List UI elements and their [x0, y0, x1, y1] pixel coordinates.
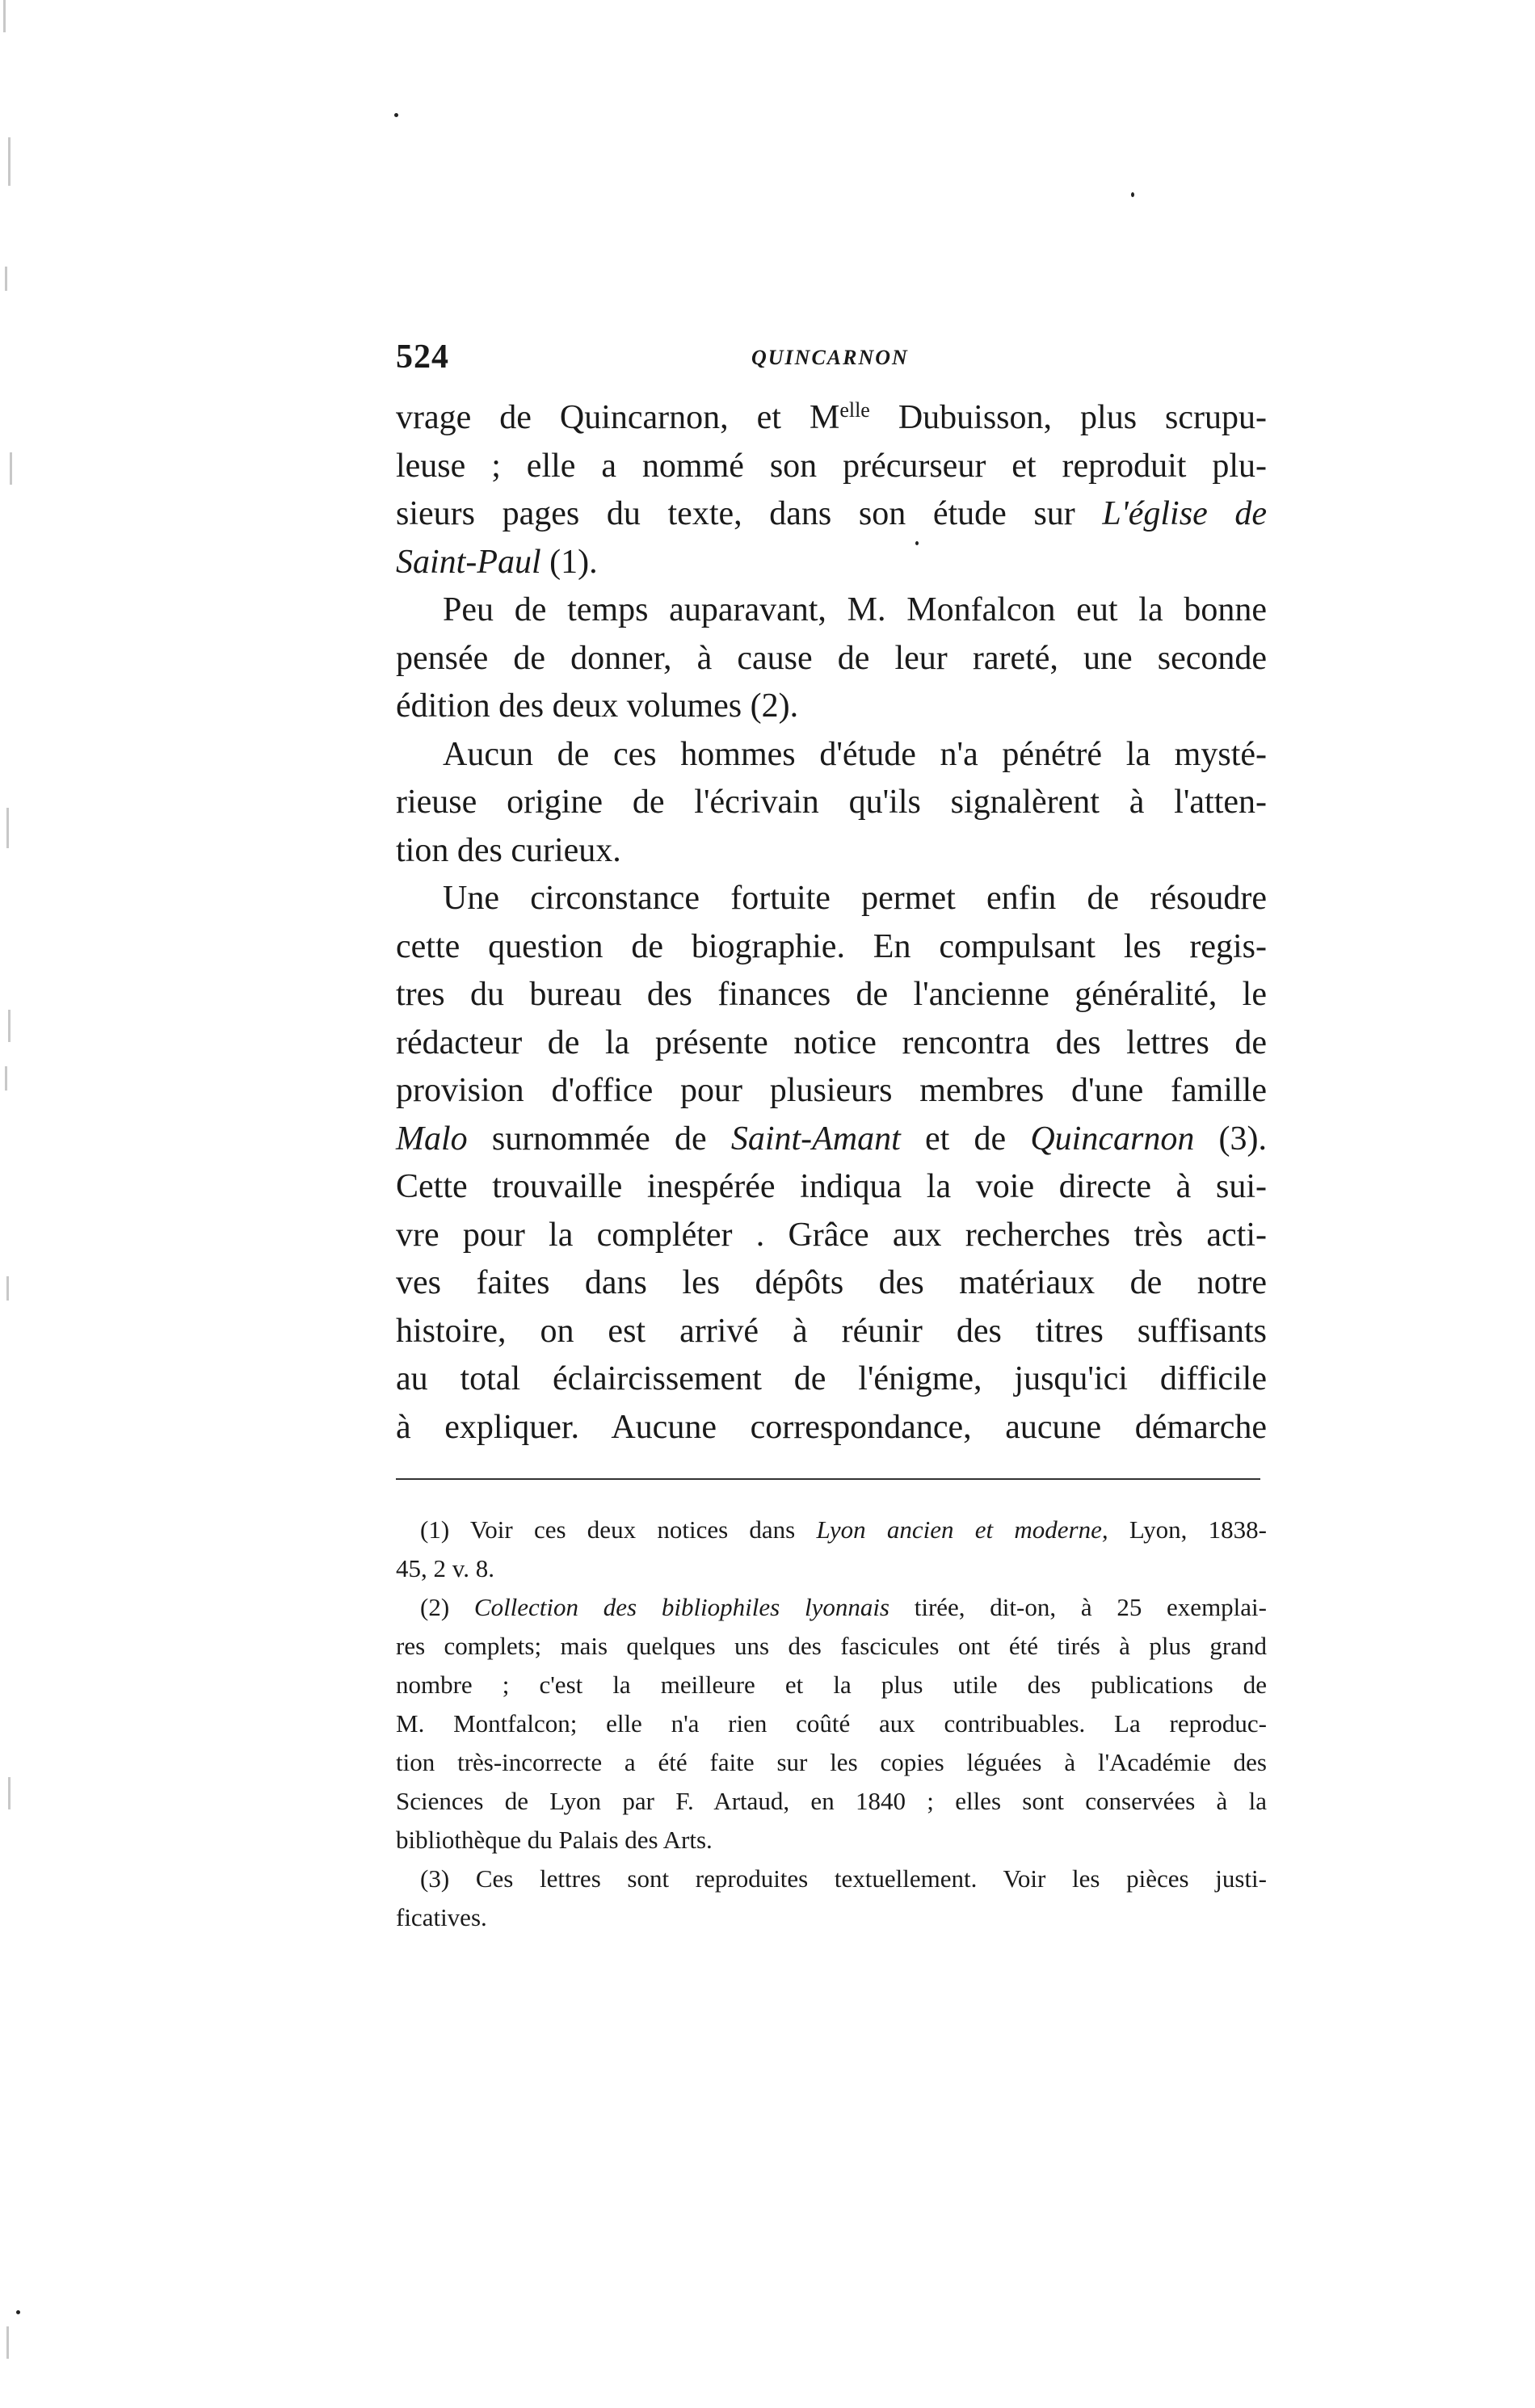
footnote-1: (1) Voir ces deux notices dans Lyon ancien et moderne, Lyon, 1838- — [420, 1515, 1267, 1544]
text-line: Malo surnommée de Saint-Amant et de Quincarnon (3). — [396, 1120, 1268, 1158]
scan-edge-artifact — [6, 1276, 9, 1301]
footnote-3: (3) Ces lettres sont reproduites textuellement. Voir les pièces justi- — [420, 1864, 1267, 1893]
page-header — [396, 338, 1268, 386]
footnote-2-cont: bibliothèque du Palais des Arts. — [396, 1826, 713, 1854]
text-line: leuse ; elle a nommé son précurseur et reproduit plu- — [396, 447, 1267, 485]
text-line: Aucun de ces hommes d'étude n'a pénétré la mysté- — [443, 735, 1267, 773]
running-head: QUINCARNON — [751, 346, 909, 369]
scan-edge-artifact — [8, 1010, 11, 1042]
scan-edge-artifact — [5, 1066, 7, 1091]
scan-edge-artifact — [6, 808, 9, 848]
text-line: pensée de donner, à cause de leur rareté, une seconde — [396, 639, 1267, 677]
text-line: tres du bureau des finances de l'ancienne généralité, le — [396, 976, 1267, 1013]
text-line: Peu de temps auparavant, M. Monfalcon eut la bonne — [443, 591, 1267, 628]
scan-edge-artifact — [8, 1777, 11, 1809]
main-text — [396, 394, 1267, 1452]
ink-speck — [1131, 192, 1134, 197]
footnote-2: (2) Collection des bibliophiles lyonnais tirée, dit-on, à 25 exemplai- — [420, 1593, 1267, 1621]
footnote-3-cont: ficatives. — [396, 1903, 487, 1931]
scan-edge-artifact — [8, 137, 11, 186]
text-line: vrage de Quincarnon, et $M^{elle}$ Dubuisson, plus scrupu- — [396, 398, 1267, 436]
text-line: sieurs pages du texte, dans son étude sur L'église de — [396, 495, 1267, 532]
footnotes — [396, 1511, 1267, 1937]
page-number: 524 — [396, 338, 449, 376]
footnote-1-cont: 45, 2 v. 8. — [396, 1554, 494, 1582]
text-line: Une circonstance fortuite permet enfin de résoudre — [443, 880, 1267, 917]
text-line: rieuse origine de l'écrivain qu'ils signalèrent à l'atten- — [396, 784, 1267, 821]
text-line: Cette trouvaille inespérée indiqua la voie directe à sui- — [396, 1168, 1267, 1205]
text-line: vre pour la compléter . Grâce aux recherches très acti- — [396, 1216, 1267, 1254]
footnote-separator — [396, 1478, 1260, 1480]
footnote-2-cont: Sciences de Lyon par F. Artaud, en 1840 ; elles sont conservées à la — [396, 1787, 1267, 1815]
text-line: provision d'office pour plusieurs membres d'une famille — [396, 1072, 1267, 1109]
text-line: rédacteur de la présente notice rencontra des lettres de — [396, 1023, 1267, 1061]
ink-speck — [16, 2310, 20, 2314]
text-line: Saint-Paul (1). — [396, 543, 598, 581]
scan-edge-artifact — [10, 452, 12, 485]
scan-edge-artifact — [5, 267, 7, 291]
text-line: cette question de biographie. En compulsant les regis- — [396, 927, 1267, 965]
footnote-2-cont: tion très-incorrecte a été faite sur les copies léguées à l'Académie des — [396, 1748, 1267, 1776]
footnote-2-cont: M. Montfalcon; elle n'a rien coûté aux contribuables. La reproduc- — [396, 1709, 1267, 1738]
scan-edge-artifact — [3, 0, 6, 32]
text-line: histoire, on est arrivé à réunir des titres suffisants — [396, 1312, 1267, 1350]
text-line: édition des deux volumes (2). — [396, 687, 799, 725]
footnote-2-cont: nombre ; c'est la meilleure et la plus utile des publications de — [396, 1670, 1267, 1699]
text-line: au total éclaircissement de l'énigme, jusqu'ici difficile — [396, 1360, 1267, 1397]
text-line: ves faites dans les dépôts des matériaux de notre — [396, 1264, 1267, 1301]
scan-edge-artifact — [6, 2326, 9, 2359]
ink-speck — [394, 113, 398, 117]
text-line: à expliquer. Aucune correspondance, aucune démarche — [396, 1408, 1267, 1446]
text-line: tion des curieux. — [396, 831, 621, 869]
footnote-2-cont: res complets; mais quelques uns des fascicules ont été tirés à plus grand — [396, 1632, 1267, 1660]
